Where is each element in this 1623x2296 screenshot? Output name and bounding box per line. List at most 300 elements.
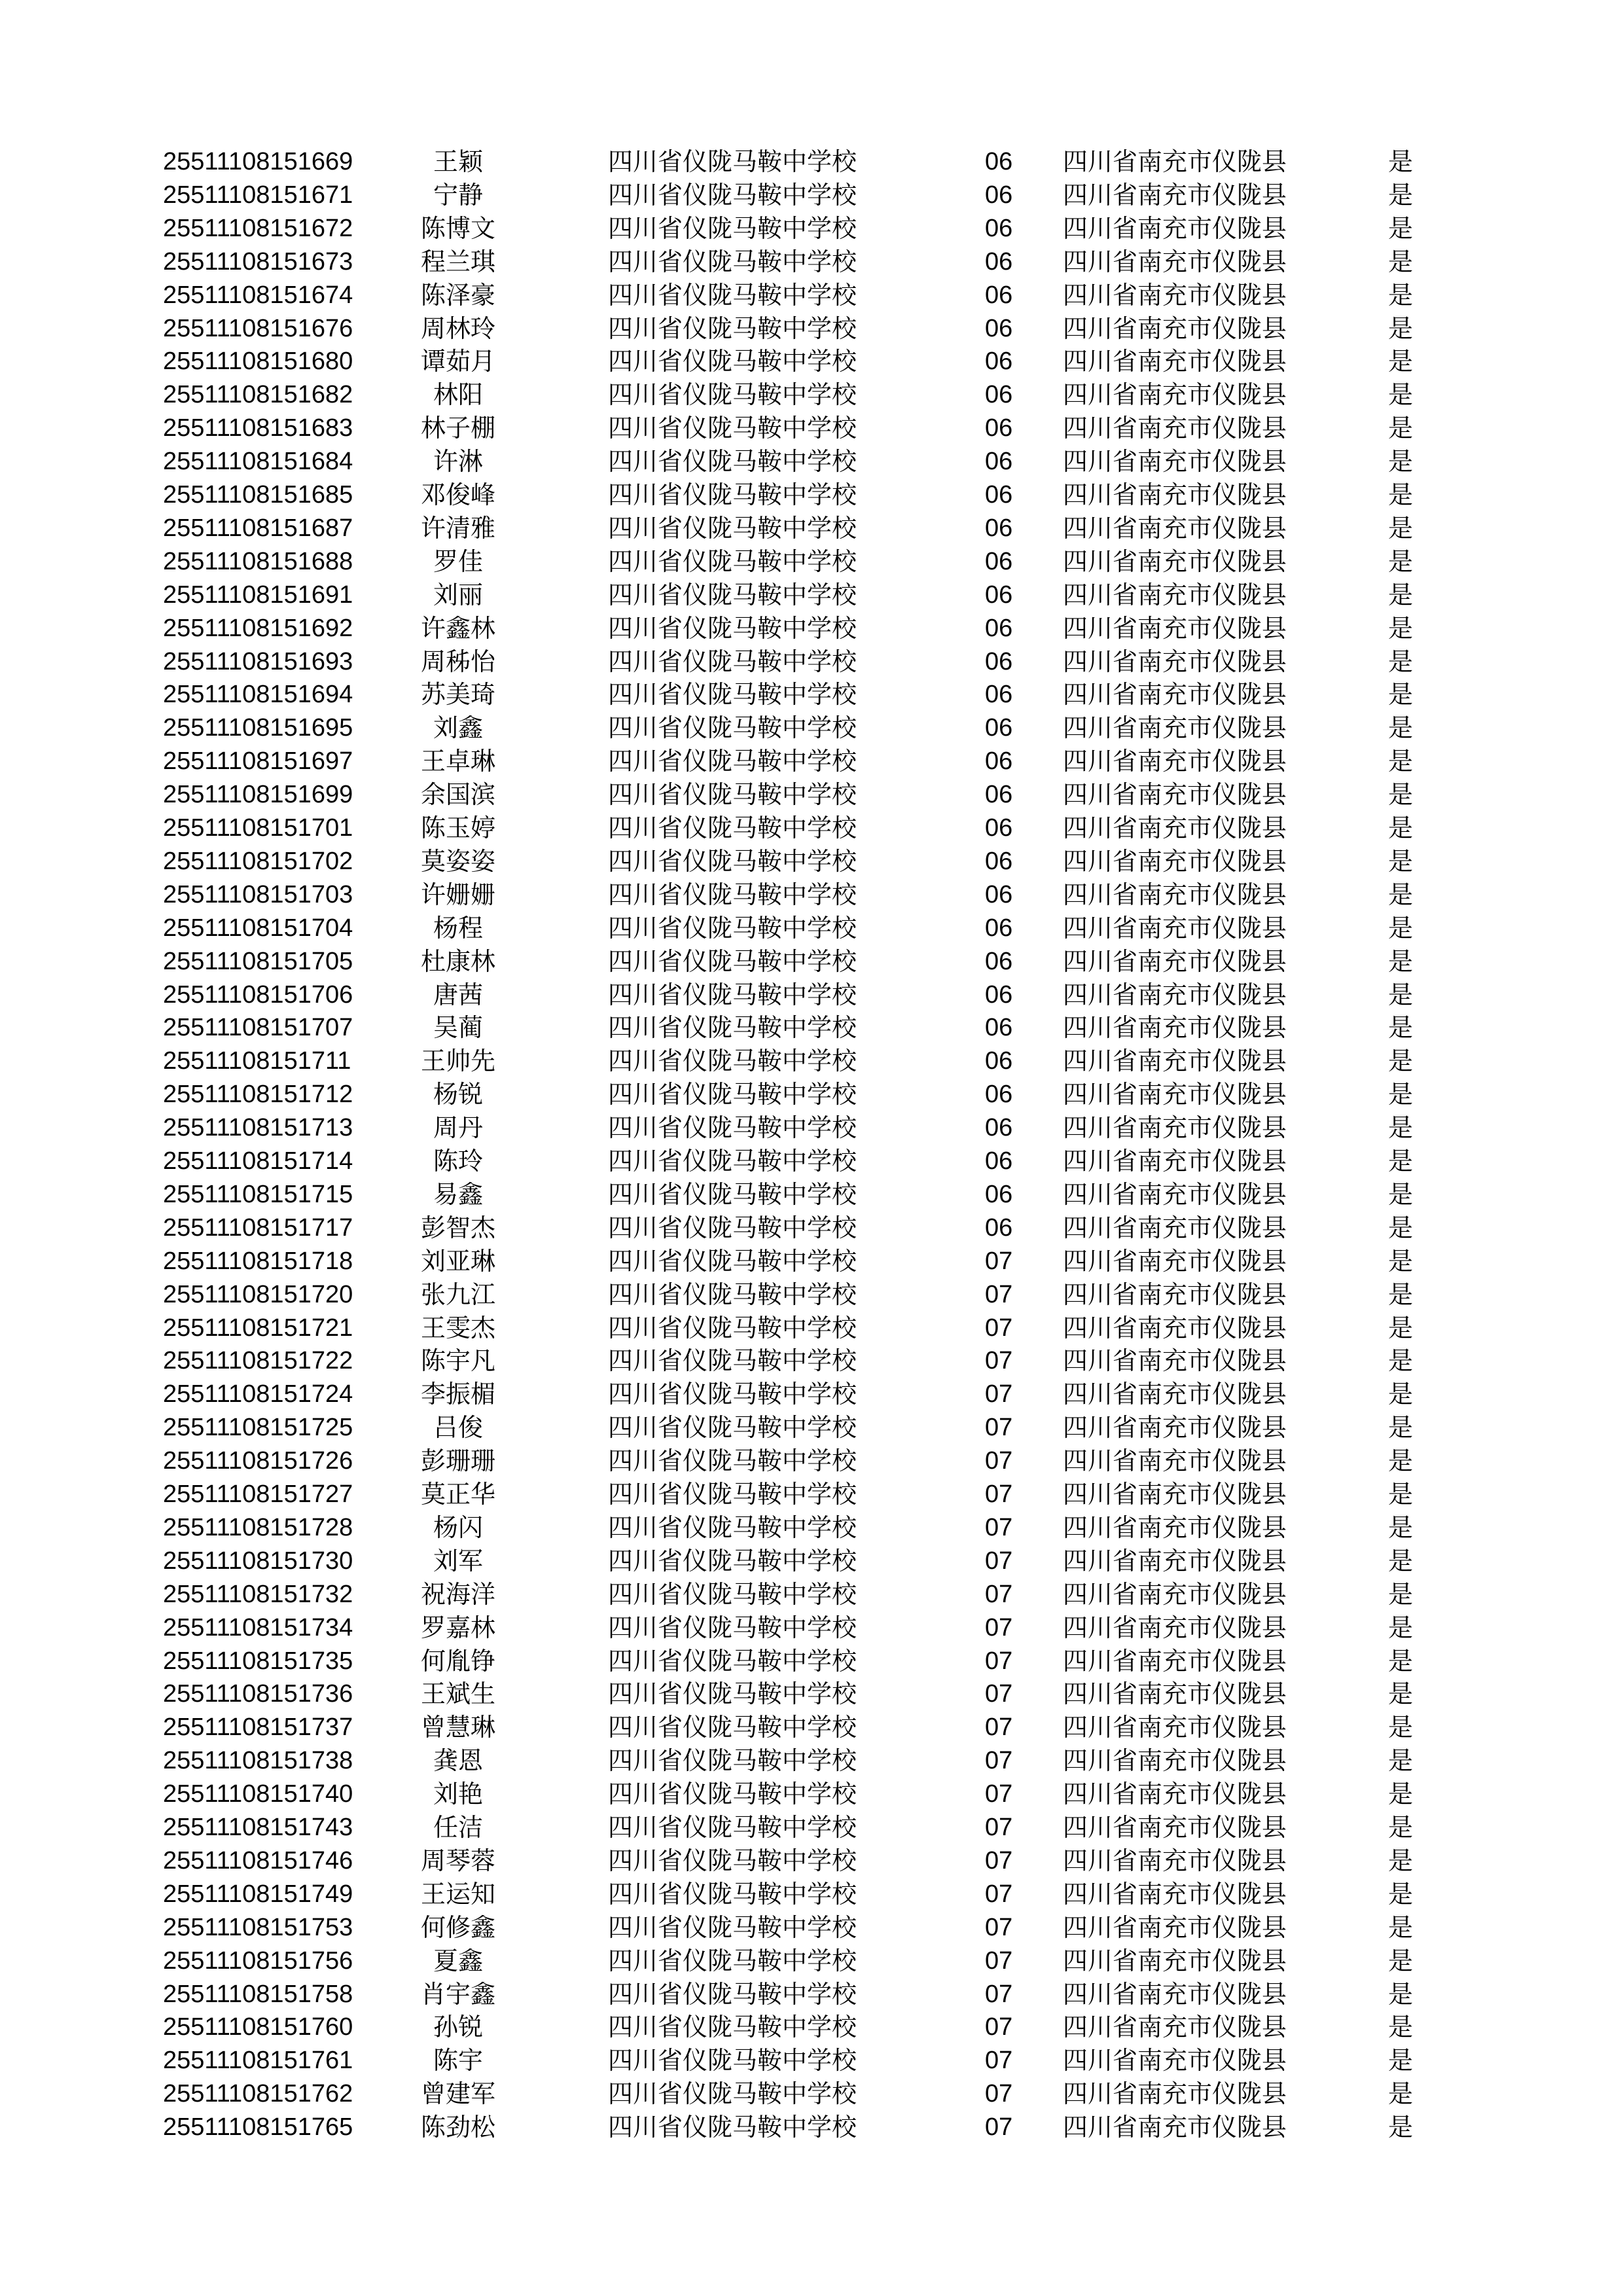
region: 四川省南充市仪陇县 — [1063, 280, 1287, 310]
table-row — [0, 545, 1623, 579]
candidate-id: 25511108151703 — [163, 880, 353, 908]
class-code: 06 — [985, 1180, 1013, 1208]
school-name: 四川省仪陇马鞍中学校 — [608, 1480, 857, 1509]
candidate-id: 25511108151735 — [163, 1647, 353, 1675]
status-flag: 是 — [1388, 180, 1414, 209]
region: 四川省南充市仪陇县 — [1063, 1413, 1287, 1443]
school-name: 四川省仪陇马鞍中学校 — [608, 1147, 857, 1175]
student-name: 李振楣 — [420, 1380, 495, 1409]
school-name: 四川省仪陇马鞍中学校 — [608, 1446, 857, 1476]
candidate-id: 25511108151718 — [163, 1247, 353, 1275]
status-flag: 是 — [1388, 2046, 1414, 2075]
status-flag: 是 — [1388, 1579, 1414, 1609]
status-flag: 是 — [1388, 1147, 1414, 1175]
region: 四川省南充市仪陇县 — [1063, 1813, 1287, 1842]
candidate-id: 25511108151707 — [163, 1014, 353, 1042]
candidate-id: 25511108151680 — [163, 348, 353, 376]
region: 四川省南充市仪陇县 — [1063, 2013, 1287, 2042]
table-row — [0, 1444, 1623, 1478]
table-row — [0, 1411, 1623, 1444]
status-flag: 是 — [1388, 846, 1414, 876]
class-code: 06 — [985, 448, 1013, 476]
school-name: 四川省仪陇马鞍中学校 — [608, 1679, 857, 1709]
candidate-id: 25511108151692 — [163, 614, 353, 642]
candidate-id: 25511108151732 — [163, 1580, 353, 1608]
class-code: 06 — [985, 781, 1013, 809]
table-row — [0, 245, 1623, 279]
region: 四川省南充市仪陇县 — [1063, 1147, 1287, 1175]
table-row — [0, 179, 1623, 212]
status-flag: 是 — [1388, 1413, 1414, 1443]
student-name: 易鑫 — [433, 1179, 483, 1209]
student-name: 陈劲松 — [420, 2113, 495, 2142]
table-row — [0, 1478, 1623, 1511]
candidate-id: 25511108151704 — [163, 914, 353, 942]
class-code: 07 — [985, 2113, 1013, 2142]
status-flag: 是 — [1388, 980, 1414, 1009]
class-code: 06 — [985, 847, 1013, 875]
region: 四川省南充市仪陇县 — [1063, 1613, 1287, 1642]
student-name: 唐茜 — [433, 980, 483, 1009]
school-name: 四川省仪陇马鞍中学校 — [608, 814, 857, 842]
school-name: 四川省仪陇马鞍中学校 — [608, 1912, 857, 1942]
student-name: 林子棚 — [420, 414, 495, 443]
status-flag: 是 — [1388, 380, 1414, 410]
student-name: 何修鑫 — [420, 1912, 495, 1942]
status-flag: 是 — [1388, 946, 1414, 976]
candidate-id: 25511108151688 — [163, 547, 353, 575]
candidate-id: 25511108151699 — [163, 781, 353, 809]
student-name: 刘丽 — [433, 580, 483, 609]
class-code: 06 — [985, 314, 1013, 342]
region: 四川省南充市仪陇县 — [1063, 1446, 1287, 1476]
status-flag: 是 — [1388, 1280, 1414, 1309]
table-row — [0, 978, 1623, 1012]
table-row — [0, 1878, 1623, 1911]
class-code: 06 — [985, 514, 1013, 542]
class-code: 06 — [985, 1081, 1013, 1109]
candidate-id: 25511108151765 — [163, 2113, 353, 2142]
status-flag: 是 — [1388, 1713, 1414, 1742]
candidate-id: 25511108151695 — [163, 714, 353, 742]
class-code: 06 — [985, 214, 1013, 242]
table-row — [0, 1545, 1623, 1578]
region: 四川省南充市仪陇县 — [1063, 880, 1287, 909]
table-row — [0, 1911, 1623, 1945]
status-flag: 是 — [1388, 1446, 1414, 1476]
region: 四川省南充市仪陇县 — [1063, 314, 1287, 343]
candidate-id: 25511108151682 — [163, 381, 353, 409]
class-code: 07 — [985, 1513, 1013, 1541]
student-name: 罗嘉林 — [420, 1613, 495, 1642]
region: 四川省南充市仪陇县 — [1063, 747, 1287, 776]
candidate-id: 25511108151711 — [163, 1047, 351, 1075]
table-row — [0, 478, 1623, 512]
region: 四川省南充市仪陇县 — [1063, 1013, 1287, 1043]
table-row — [0, 1744, 1623, 1778]
region: 四川省南充市仪陇县 — [1063, 1313, 1287, 1342]
school-name: 四川省仪陇马鞍中学校 — [608, 513, 857, 543]
candidate-id: 25511108151760 — [163, 2013, 353, 2041]
candidate-id: 25511108151672 — [163, 214, 353, 242]
status-flag: 是 — [1388, 1746, 1414, 1776]
table-row — [0, 1312, 1623, 1345]
student-name: 许鑫林 — [420, 613, 495, 643]
status-flag: 是 — [1388, 1480, 1414, 1509]
student-name: 王颖 — [433, 147, 483, 176]
candidate-id: 25511108151669 — [163, 148, 353, 175]
candidate-id: 25511108151706 — [163, 980, 353, 1009]
candidate-id: 25511108151714 — [163, 1147, 353, 1175]
table-row — [0, 1511, 1623, 1545]
table-row — [0, 778, 1623, 812]
region: 四川省南充市仪陇县 — [1063, 1646, 1287, 1676]
status-flag: 是 — [1388, 1246, 1414, 1276]
region: 四川省南充市仪陇县 — [1063, 1946, 1287, 1975]
candidate-id: 25511108151756 — [163, 1946, 353, 1975]
school-name: 四川省仪陇马鞍中学校 — [608, 846, 857, 876]
school-name: 四川省仪陇马鞍中学校 — [608, 880, 857, 909]
candidate-id: 25511108151701 — [163, 814, 353, 842]
class-code: 07 — [985, 1946, 1013, 1975]
region: 四川省南充市仪陇县 — [1063, 647, 1287, 676]
region: 四川省南充市仪陇县 — [1063, 713, 1287, 743]
status-flag: 是 — [1388, 1179, 1414, 1209]
student-name: 任洁 — [433, 1813, 483, 1842]
region: 四川省南充市仪陇县 — [1063, 1047, 1287, 1076]
student-name: 周秭怡 — [420, 647, 495, 676]
status-flag: 是 — [1388, 1047, 1414, 1076]
class-code: 06 — [985, 481, 1013, 509]
table-row — [0, 1178, 1623, 1211]
class-code: 07 — [985, 1747, 1013, 1775]
table-row — [0, 945, 1623, 978]
student-name: 吕俊 — [433, 1413, 483, 1443]
school-name: 四川省仪陇马鞍中学校 — [608, 1246, 857, 1276]
student-name: 程兰琪 — [420, 247, 495, 276]
school-name: 四川省仪陇马鞍中学校 — [608, 147, 857, 176]
status-flag: 是 — [1388, 1679, 1414, 1709]
class-code: 07 — [985, 1613, 1013, 1641]
school-name: 四川省仪陇马鞍中学校 — [608, 1313, 857, 1342]
table-row — [0, 512, 1623, 545]
status-flag: 是 — [1388, 247, 1414, 276]
region: 四川省南充市仪陇县 — [1063, 547, 1287, 576]
class-code: 06 — [985, 1147, 1013, 1175]
region: 四川省南充市仪陇县 — [1063, 414, 1287, 443]
class-code: 07 — [985, 1780, 1013, 1808]
school-name: 四川省仪陇马鞍中学校 — [608, 2113, 857, 2142]
region: 四川省南充市仪陇县 — [1063, 580, 1287, 609]
student-name: 祝海洋 — [420, 1579, 495, 1609]
student-name: 杨锐 — [433, 1080, 483, 1109]
school-name: 四川省仪陇马鞍中学校 — [608, 647, 857, 676]
student-name: 刘亚琳 — [420, 1246, 495, 1276]
student-name: 何胤铮 — [420, 1646, 495, 1676]
student-name: 许姗姗 — [420, 880, 495, 909]
school-name: 四川省仪陇马鞍中学校 — [608, 1746, 857, 1776]
region: 四川省南充市仪陇县 — [1063, 1380, 1287, 1409]
candidate-id: 25511108151743 — [163, 1814, 353, 1841]
region: 四川省南充市仪陇县 — [1063, 1746, 1287, 1776]
class-code: 06 — [985, 281, 1013, 309]
status-flag: 是 — [1388, 1946, 1414, 1975]
candidate-id: 25511108151674 — [163, 281, 353, 309]
school-name: 四川省仪陇马鞍中学校 — [608, 2046, 857, 2075]
class-code: 07 — [985, 2047, 1013, 2075]
status-flag: 是 — [1388, 447, 1414, 476]
candidate-id: 25511108151730 — [163, 1547, 353, 1575]
status-flag: 是 — [1388, 480, 1414, 509]
student-name: 肖宇鑫 — [420, 1979, 495, 2009]
table-row — [0, 1677, 1623, 1711]
status-flag: 是 — [1388, 580, 1414, 609]
class-code: 07 — [985, 1880, 1013, 1908]
school-name: 四川省仪陇马鞍中学校 — [608, 180, 857, 209]
table-row — [0, 845, 1623, 878]
class-code: 06 — [985, 1014, 1013, 1042]
table-row — [0, 1844, 1623, 1878]
table-row — [0, 645, 1623, 679]
class-code: 07 — [985, 1247, 1013, 1275]
region: 四川省南充市仪陇县 — [1063, 913, 1287, 942]
student-name: 彭智杰 — [420, 1213, 495, 1242]
candidate-id: 25511108151687 — [163, 514, 353, 542]
table-row — [0, 1645, 1623, 1678]
candidate-id: 25511108151737 — [163, 1713, 353, 1742]
status-flag: 是 — [1388, 280, 1414, 310]
school-name: 四川省仪陇马鞍中学校 — [608, 547, 857, 576]
candidate-id: 25511108151694 — [163, 681, 353, 709]
school-name: 四川省仪陇马鞍中学校 — [608, 380, 857, 410]
status-flag: 是 — [1388, 2013, 1414, 2042]
class-code: 07 — [985, 1713, 1013, 1742]
school-name: 四川省仪陇马鞍中学校 — [608, 680, 857, 709]
student-name: 张九江 — [420, 1280, 495, 1309]
student-name: 陈博文 — [420, 213, 495, 243]
candidate-id: 25511108151720 — [163, 1280, 353, 1308]
region: 四川省南充市仪陇县 — [1063, 1912, 1287, 1942]
class-code: 07 — [985, 1314, 1013, 1342]
class-code: 07 — [985, 1580, 1013, 1608]
student-name: 曾建军 — [420, 2079, 495, 2109]
status-flag: 是 — [1388, 1313, 1414, 1342]
status-flag: 是 — [1388, 713, 1414, 743]
student-name: 龚恩 — [433, 1746, 483, 1776]
table-row — [0, 378, 1623, 412]
school-name: 四川省仪陇马鞍中学校 — [608, 713, 857, 743]
student-name: 余国滨 — [420, 780, 495, 810]
candidate-id: 25511108151705 — [163, 947, 353, 975]
status-flag: 是 — [1388, 2079, 1414, 2109]
status-flag: 是 — [1388, 814, 1414, 842]
student-name: 陈玲 — [433, 1147, 483, 1175]
class-code: 06 — [985, 1213, 1013, 1242]
table-row — [0, 1111, 1623, 1145]
class-code: 06 — [985, 747, 1013, 776]
school-name: 四川省仪陇马鞍中学校 — [608, 780, 857, 810]
candidate-id: 25511108151717 — [163, 1213, 353, 1242]
status-flag: 是 — [1388, 1113, 1414, 1143]
class-code: 07 — [985, 2013, 1013, 2041]
student-name: 杨闪 — [433, 1513, 483, 1542]
candidate-id: 25511108151746 — [163, 1846, 353, 1874]
candidate-id: 25511108151762 — [163, 2080, 353, 2108]
student-name: 王雯杰 — [420, 1313, 495, 1342]
region: 四川省南充市仪陇县 — [1063, 1846, 1287, 1875]
class-code: 06 — [985, 714, 1013, 742]
table-row — [0, 1978, 1623, 2011]
candidate-id: 25511108151683 — [163, 414, 353, 442]
class-code: 07 — [985, 1647, 1013, 1675]
region: 四川省南充市仪陇县 — [1063, 846, 1287, 876]
table-row — [0, 1145, 1623, 1178]
candidate-id: 25511108151753 — [163, 1913, 353, 1941]
candidate-id: 25511108151684 — [163, 448, 353, 476]
class-code: 06 — [985, 1047, 1013, 1075]
student-name: 彭珊珊 — [420, 1446, 495, 1476]
table-row — [0, 312, 1623, 346]
class-code: 06 — [985, 348, 1013, 376]
table-row — [0, 1378, 1623, 1411]
school-name: 四川省仪陇马鞍中学校 — [608, 1113, 857, 1143]
student-name: 王帅先 — [420, 1047, 495, 1076]
status-flag: 是 — [1388, 1646, 1414, 1676]
school-name: 四川省仪陇马鞍中学校 — [608, 1813, 857, 1842]
school-name: 四川省仪陇马鞍中学校 — [608, 1613, 857, 1642]
status-flag: 是 — [1388, 513, 1414, 543]
student-name: 吴蔺 — [433, 1013, 483, 1043]
school-name: 四川省仪陇马鞍中学校 — [608, 213, 857, 243]
school-name: 四川省仪陇马鞍中学校 — [608, 580, 857, 609]
region: 四川省南充市仪陇县 — [1063, 613, 1287, 643]
class-code: 06 — [985, 247, 1013, 276]
table-row — [0, 1945, 1623, 1978]
candidate-id: 25511108151734 — [163, 1613, 353, 1641]
candidate-id: 25511108151761 — [163, 2047, 353, 2075]
student-name: 罗佳 — [433, 547, 483, 576]
status-flag: 是 — [1388, 1380, 1414, 1409]
table-row — [0, 1078, 1623, 1111]
table-row — [0, 1611, 1623, 1645]
class-code: 06 — [985, 581, 1013, 609]
school-name: 四川省仪陇马鞍中学校 — [608, 1047, 857, 1076]
student-name: 许清雅 — [420, 513, 495, 543]
class-code: 06 — [985, 814, 1013, 842]
table-row — [0, 212, 1623, 245]
candidate-id: 25511108151712 — [163, 1081, 353, 1109]
table-row — [0, 1811, 1623, 1844]
candidate-id: 25511108151671 — [163, 181, 353, 209]
candidate-id: 25511108151726 — [163, 1447, 353, 1475]
table-row — [0, 1344, 1623, 1378]
school-name: 四川省仪陇马鞍中学校 — [608, 1879, 857, 1909]
school-name: 四川省仪陇马鞍中学校 — [608, 1546, 857, 1575]
region: 四川省南充市仪陇县 — [1063, 1679, 1287, 1709]
status-flag: 是 — [1388, 1813, 1414, 1842]
student-name: 王斌生 — [420, 1679, 495, 1709]
class-code: 07 — [985, 1913, 1013, 1941]
region: 四川省南充市仪陇县 — [1063, 1713, 1287, 1742]
student-name: 谭茹月 — [420, 347, 495, 376]
table-row — [0, 2044, 1623, 2077]
candidate-id: 25511108151693 — [163, 647, 353, 675]
region: 四川省南充市仪陇县 — [1063, 2113, 1287, 2142]
student-name: 陈玉婷 — [420, 814, 495, 842]
school-name: 四川省仪陇马鞍中学校 — [608, 1946, 857, 1975]
class-code: 07 — [985, 2080, 1013, 2108]
student-name: 陈泽豪 — [420, 280, 495, 310]
class-code: 06 — [985, 181, 1013, 209]
school-name: 四川省仪陇马鞍中学校 — [608, 314, 857, 343]
candidate-id: 25511108151724 — [163, 1380, 353, 1408]
region: 四川省南充市仪陇县 — [1063, 1280, 1287, 1309]
status-flag: 是 — [1388, 1513, 1414, 1542]
student-name: 杨程 — [433, 913, 483, 942]
region: 四川省南充市仪陇县 — [1063, 2079, 1287, 2109]
status-flag: 是 — [1388, 913, 1414, 942]
class-code: 06 — [985, 914, 1013, 942]
class-code: 07 — [985, 1280, 1013, 1308]
region: 四川省南充市仪陇县 — [1063, 1080, 1287, 1109]
status-flag: 是 — [1388, 1546, 1414, 1575]
class-code: 07 — [985, 1480, 1013, 1508]
status-flag: 是 — [1388, 1979, 1414, 2009]
class-code: 07 — [985, 1547, 1013, 1575]
table-row — [0, 345, 1623, 378]
student-name: 莫姿姿 — [420, 846, 495, 876]
region: 四川省南充市仪陇县 — [1063, 213, 1287, 243]
class-code: 07 — [985, 1846, 1013, 1874]
student-name: 周琴蓉 — [420, 1846, 495, 1875]
school-name: 四川省仪陇马鞍中学校 — [608, 913, 857, 942]
student-name: 邓俊峰 — [420, 480, 495, 509]
school-name: 四川省仪陇马鞍中学校 — [608, 2013, 857, 2042]
status-flag: 是 — [1388, 747, 1414, 776]
class-code: 06 — [985, 381, 1013, 409]
status-flag: 是 — [1388, 1080, 1414, 1109]
table-row — [0, 1778, 1623, 1811]
class-code: 07 — [985, 1347, 1013, 1375]
region: 四川省南充市仪陇县 — [1063, 2046, 1287, 2075]
class-code: 06 — [985, 414, 1013, 442]
class-code: 06 — [985, 980, 1013, 1009]
class-code: 06 — [985, 681, 1013, 709]
region: 四川省南充市仪陇县 — [1063, 1480, 1287, 1509]
student-name: 王运知 — [420, 1879, 495, 1909]
table-row — [0, 2077, 1623, 2111]
table-row — [0, 745, 1623, 778]
region: 四川省南充市仪陇县 — [1063, 1179, 1287, 1209]
class-code: 06 — [985, 547, 1013, 575]
student-name: 周丹 — [433, 1113, 483, 1143]
candidate-id: 25511108151728 — [163, 1513, 353, 1541]
region: 四川省南充市仪陇县 — [1063, 946, 1287, 976]
status-flag: 是 — [1388, 2113, 1414, 2142]
student-name: 孙锐 — [433, 2013, 483, 2042]
school-name: 四川省仪陇马鞍中学校 — [608, 447, 857, 476]
school-name: 四川省仪陇马鞍中学校 — [608, 414, 857, 443]
candidate-id: 25511108151749 — [163, 1880, 353, 1908]
student-name: 杜康林 — [420, 946, 495, 976]
table-row — [0, 445, 1623, 478]
school-name: 四川省仪陇马鞍中学校 — [608, 613, 857, 643]
status-flag: 是 — [1388, 613, 1414, 643]
candidate-id: 25511108151727 — [163, 1480, 353, 1508]
class-code: 07 — [985, 1814, 1013, 1841]
school-name: 四川省仪陇马鞍中学校 — [608, 347, 857, 376]
status-flag: 是 — [1388, 1346, 1414, 1376]
